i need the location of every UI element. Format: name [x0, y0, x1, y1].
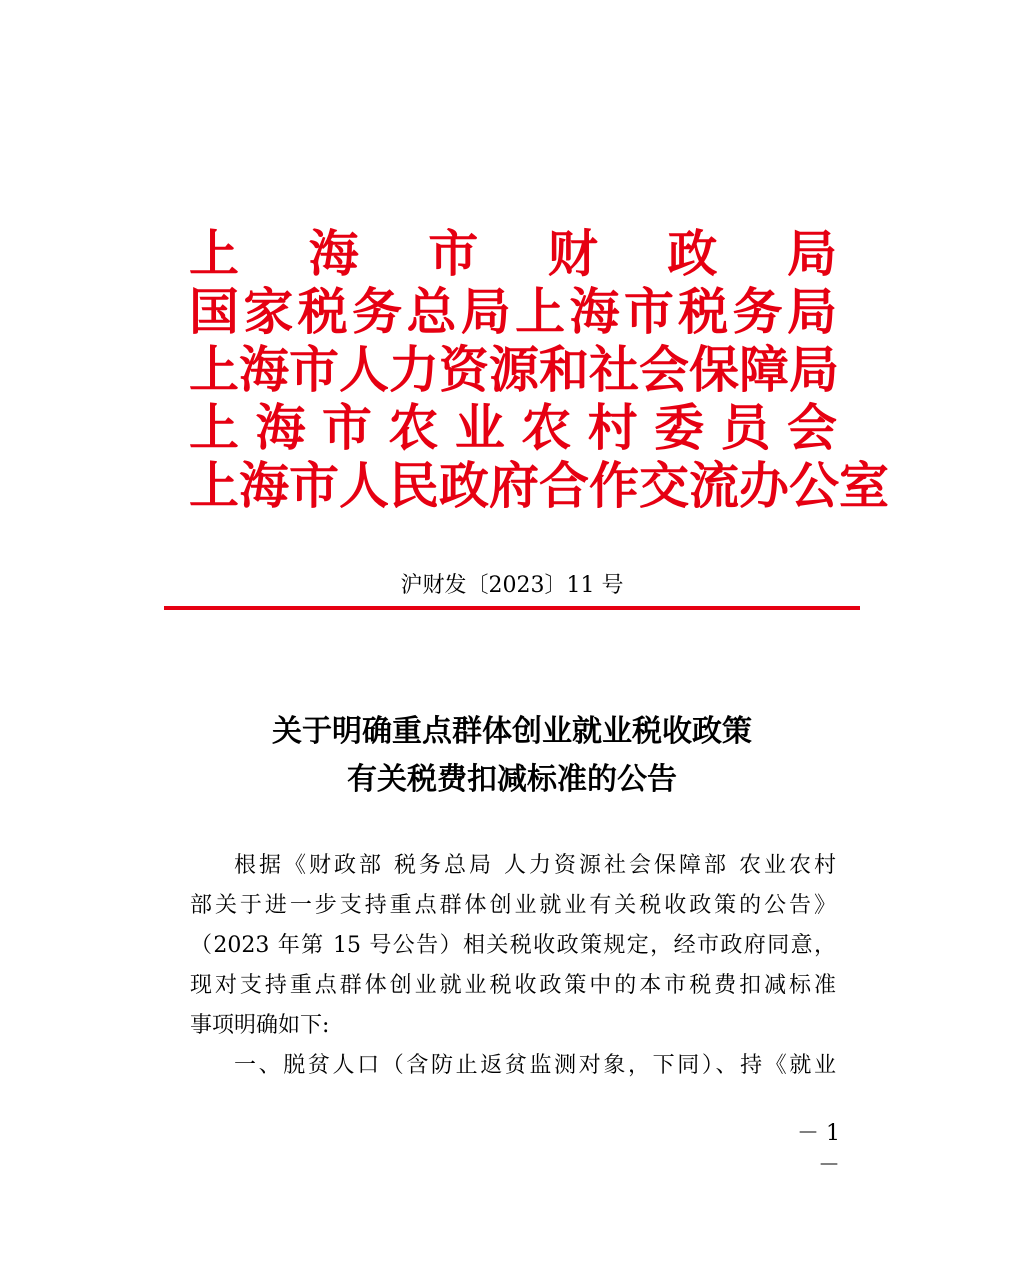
issuer-line-human-resources-bureau: 上 海 市 人 力 资 源 和 社 会 保 障 局 — [189, 340, 839, 399]
page-number: － 1 － — [797, 1121, 840, 1178]
body-line: 事项明确如下: — [190, 1013, 330, 1038]
body-line: （2023 年第 15 号公告）相关税收政策规定，经市政府同意， — [190, 933, 836, 958]
body-line: 部关于进一步支持重点群体创业就业有关税收政策的公告》 — [190, 893, 836, 918]
document-body — [190, 846, 836, 1086]
body-line: 一、脱贫人口（含防止返贫监测对象，下同）、持《就业 — [234, 1053, 836, 1078]
body-line: 根据《财政部 税务总局 人力资源社会保障部 农业农村 — [234, 853, 836, 878]
issuer-line-agriculture-committee: 上 海 市 农 业 农 村 委 员 会 — [189, 398, 837, 457]
body-line: 现对支持重点群体创业就业税收政策中的本市税费扣减标准 — [190, 973, 836, 998]
issuer-line-finance-bureau: 上 海 市 财 政 局 — [189, 224, 837, 283]
red-divider-line — [164, 606, 860, 610]
issuer-header — [189, 224, 889, 515]
issuer-line-cooperation-office: 上 海 市 人 民 政 府 合 作 交 流 办 公 室 — [189, 456, 889, 515]
document-title-line-1: 关于明确重点群体创业就业税收政策 — [272, 714, 752, 749]
document-number: 沪财发〔2023〕11 号 — [400, 573, 624, 598]
document-title-line-2: 有关税费扣减标准的公告 — [347, 762, 677, 797]
issuer-line-tax-bureau: 国 家 税 务 总 局 上 海 市 税 务 局 — [189, 282, 837, 341]
document-title — [0, 708, 1024, 804]
